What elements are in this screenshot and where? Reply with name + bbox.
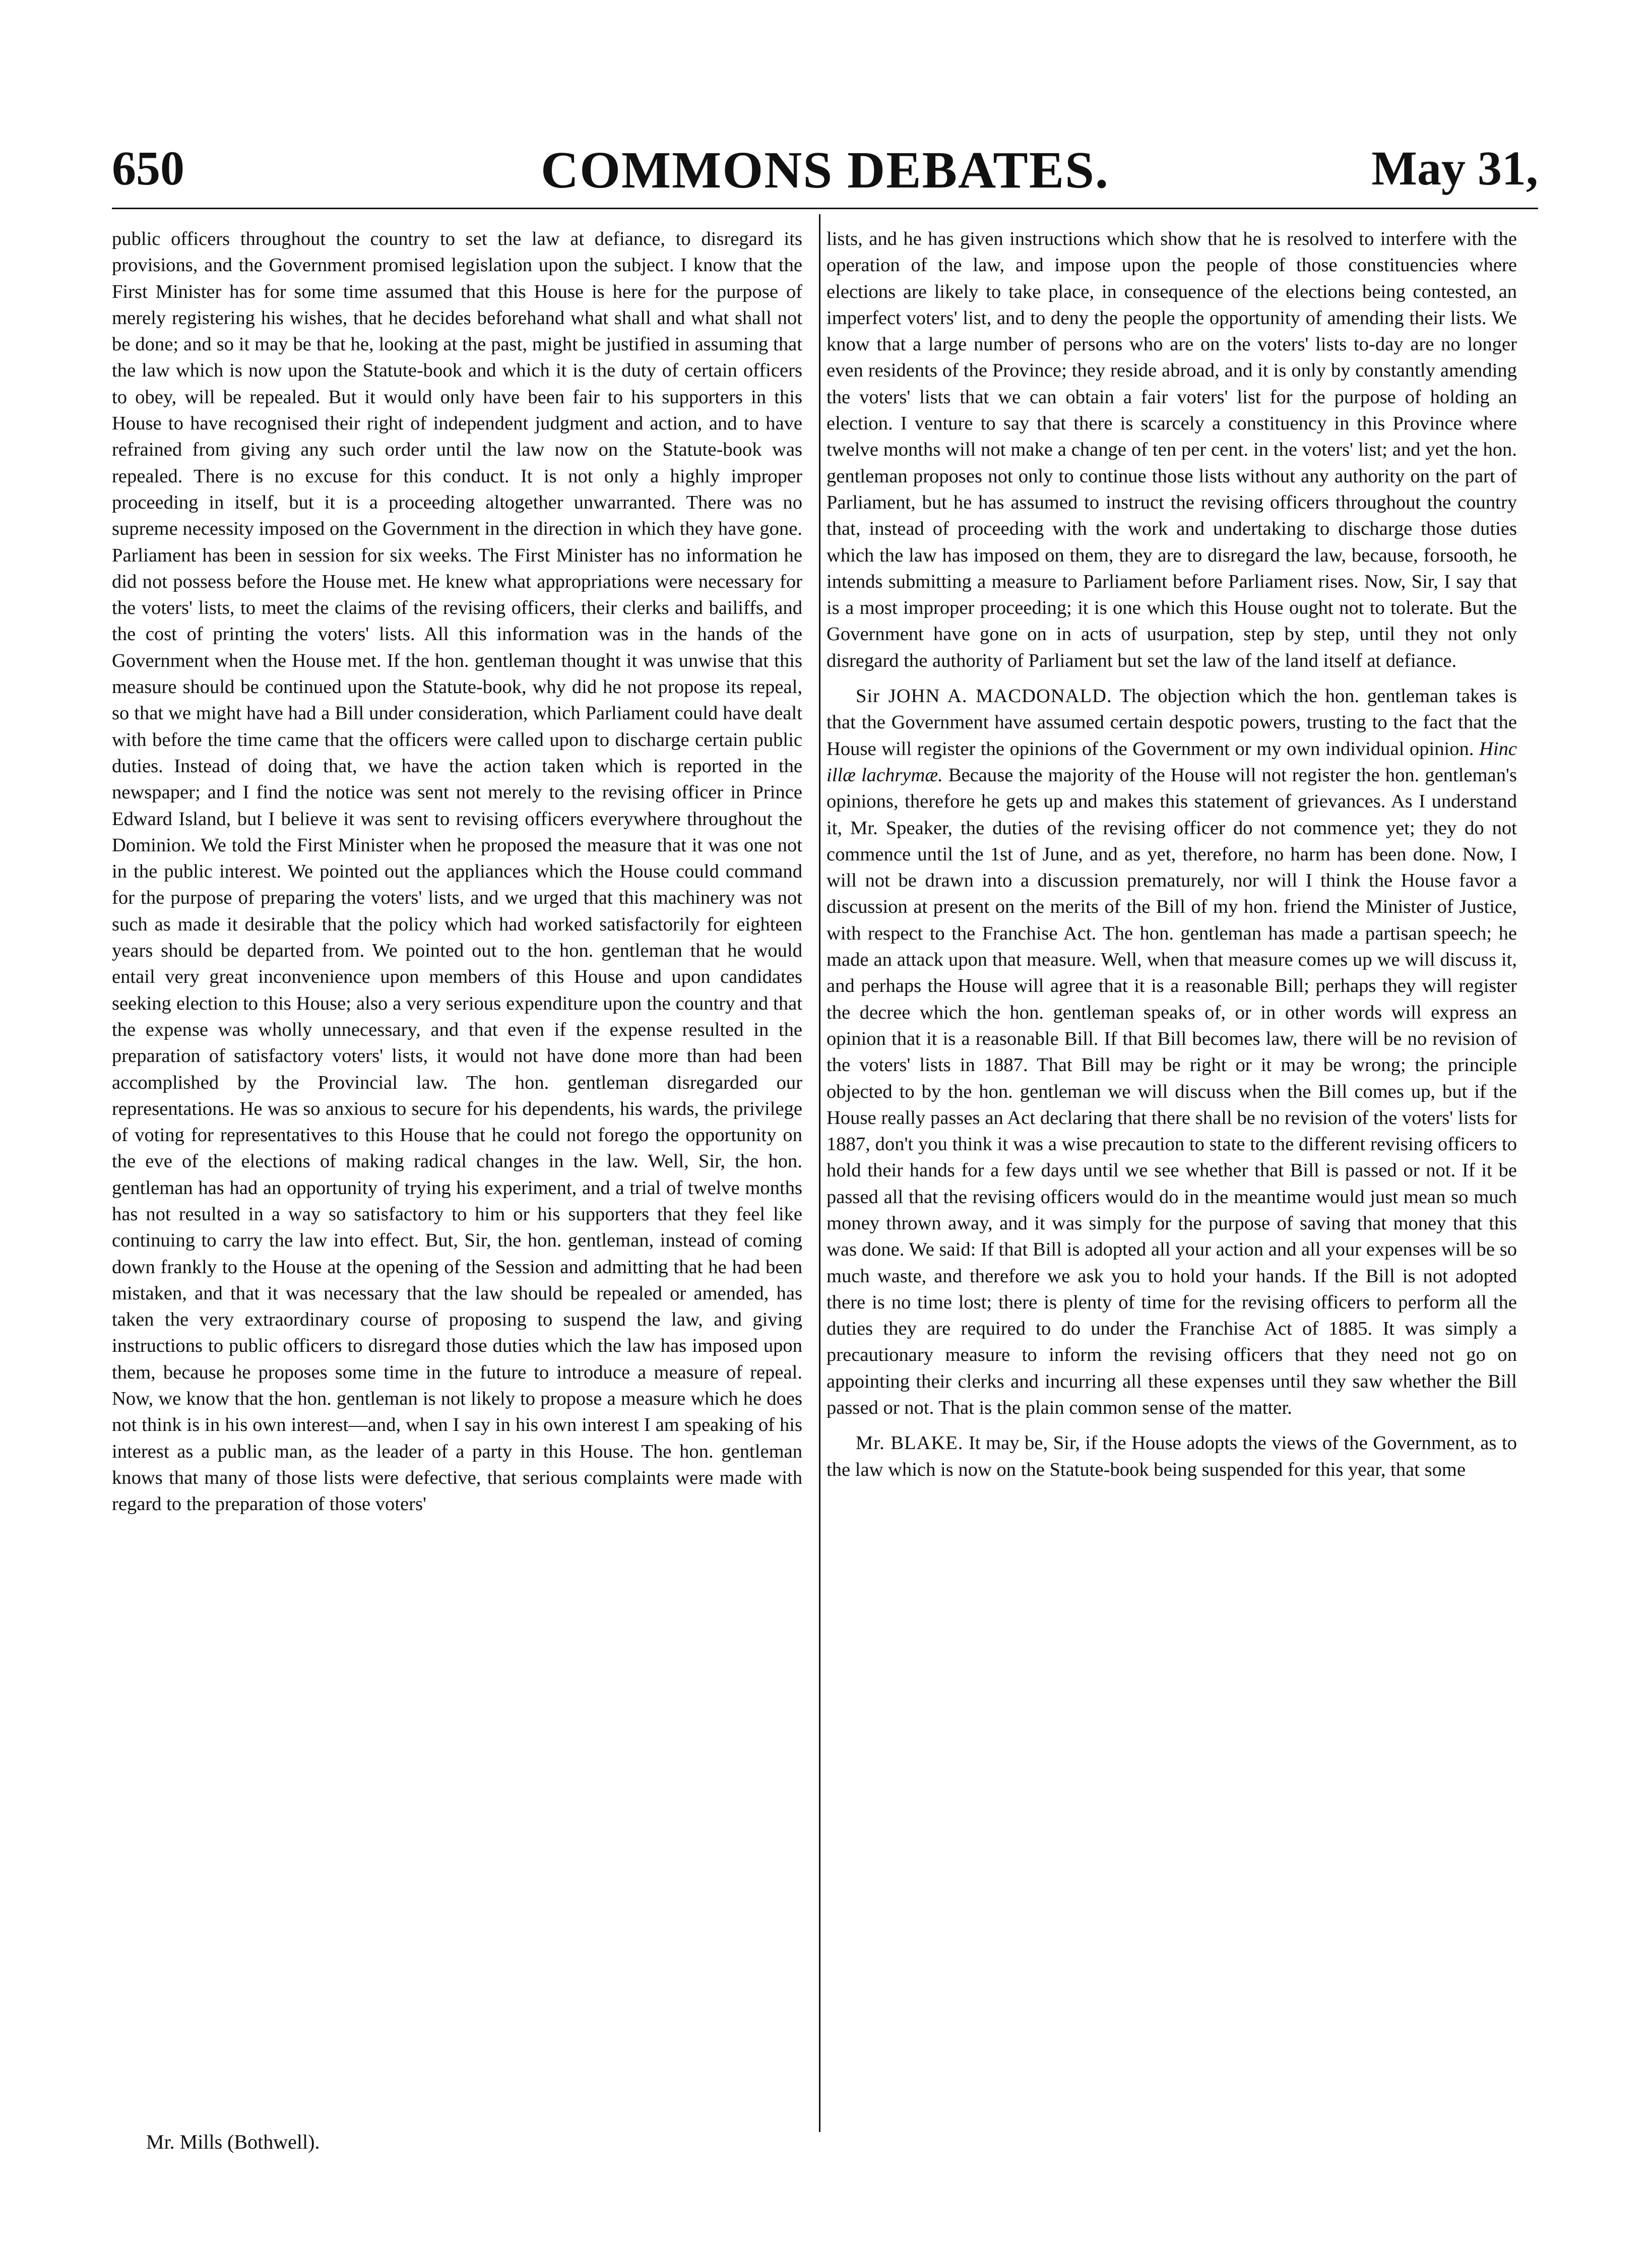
column-divider bbox=[819, 214, 820, 2132]
paragraph-continued-right: lists, and he has given instructions which show that he is resolved to interfere with the operation of the law, and impose upon the people of those constituencies where elections are likely to take place, in consequence of the elections being contested, an imperfect voters' list, and to deny the people the opportunity of amending their lists. We know that a large number of persons who are on the voters' lists to-day are no longer even residents of the Province; they reside abroad, and it is only by constantly amending the voters' lists that we can obtain a fair voters' list for the purpose of holding an election. I venture to say that there is scarcely a constituency in this Province where twelve months will not make a change of ten per cent. in the voters' list; and yet the hon. gentleman proposes not only to continue those lists without any authority on the part of Parliament, but he has assumed to instruct the revising officers throughout the country that, instead of proceeding with the work and undertaking to discharge those duties which the law has imposed on them, they are to disregard the law, because, forsooth, he intends submitting a measure to Parliament before Parliament rises. Now, Sir, I say that is a most improper proceeding; it is one which this House ought not to tolerate. But the Government have gone on in acts of usurpation, step by step, until they not only disregard the authority of Parliament but set the law of the land itself at defiance. bbox=[827, 228, 1517, 671]
page-header bbox=[112, 140, 1538, 201]
right-column bbox=[827, 226, 1517, 1483]
footer-speaker-riding: (Bothwell). bbox=[227, 2131, 320, 2153]
speech-text: The objection which the hon. gentleman takes is that the Government have assumed certain despotic powers, trusting to the fact that the House will register the opinions of the Government or my own individual opinion. bbox=[827, 685, 1517, 760]
speaker-name: Mr. BLAKE. bbox=[856, 1432, 964, 1454]
speech-text: Because the majority of the House will not register the hon. gentleman's opinions, therefore he gets up and makes this statement of grievances. As I understand it, Mr. Speaker, the duties of the revising officer do not commence yet; they do not commence until the 1st of June, and as yet, therefore, no harm has been done. Now, I will not be drawn into a discussion prematurely, nor will I think the House favor a discussion at present on the merits of the Bill of my hon. friend the Minister of Justice, with respect to the Franchise Act. The hon. gentleman has made a partisan speech; he made an attack upon that measure. Well, when that measure comes up we will discuss it, and perhaps the House will agree that it is a reasonable Bill; perhaps they will register the decree which the hon. gentleman speaks of, or in other words will express an opinion that it is a reasonable Bill. If that Bill becomes law, there will be no revision of the voters' lists in 1887. That Bill may be right or it may be wrong; the principle objected to by the hon. gentleman we will discuss when the Bill comes up, but if the House really passes an Act declaring that there shall be no revision of the voters' lists for 1887, don't you think it was a wise precaution to state to the different revising officers to hold their hands for a few days until we see whether that Bill is passed or not. If it be passed all that the revising officers would do in the meantime would just mean so much money thrown away, and it was simply for the purpose of saving that money that this was done. We said: If that Bill is adopted all your action and all your expenses will be so much waste, and therefore we ask you to hold your hands. If the Bill is not adopted there is no time lost; there is plenty of time for the revising officers to perform all the duties they are required to do under the Franchise Act of 1885. It was simply a precautionary measure to inform the revising officers that they need not go on appointing their clerks and incurring all these expenses until they saw whether the Bill passed or not. That is the plain common sense of the matter. bbox=[827, 764, 1517, 1419]
header-rule bbox=[112, 208, 1538, 209]
footer-speaker-name: Mr. Mills bbox=[146, 2131, 223, 2153]
speech-text: It may be, Sir, if the House adopts the views of the Government, as to the law which is now on the Statute-book being suspended for this year, that some bbox=[827, 1432, 1517, 1480]
page-date: May 31, bbox=[1371, 141, 1538, 195]
speech-blake bbox=[827, 1430, 1517, 1483]
footer-speaker-label bbox=[146, 2130, 320, 2154]
speaker-name: Sir JOHN A. MACDONALD. bbox=[856, 685, 1112, 707]
left-column bbox=[112, 226, 802, 1518]
page-number: 650 bbox=[112, 141, 184, 195]
publication-title: COMMONS DEBATES. bbox=[541, 141, 1109, 199]
speech-macdonald bbox=[827, 683, 1517, 1421]
latin-quote: Hinc illæ lachrymæ. bbox=[827, 738, 1517, 786]
paragraph-continued: public officers throughout the country to set the law at defiance, to disregard its provisions, and the Government promised legislation upon the subject. I know that the First Minister has for some time assumed that this House is here for the purpose of merely registering his wishes, that he decides beforehand what shall and what shall not be done; and so it may be that he, looking at the past, might be justified in assuming that the law which is now upon the Statute-book and which it is the duty of certain officers to obey, will be repealed. But it would only have been fair to his supporters in this House to have recognised their right of independent judgment and action, and to have refrained from giving any such order until the law now on the Statute-book was repealed. There is no excuse for this conduct. It is not only a highly improper proceeding in itself, but it is a proceeding altogether unwarranted. There was no supreme necessity imposed on the Government in the direction in which they have gone. Parliament has been in session for six weeks. The First Minister has no information he did not possess before the House met. He knew what appropriations were necessary for the voters' lists, to meet the claims of the revising officers, their clerks and bailiffs, and the cost of printing the voters' lists. All this information was in the hands of the Government when the House met. If the hon. gentleman thought it was unwise that this measure should be continued upon the Statute-book, why did he not propose its repeal, so that we might have had a Bill under consideration, which Parliament could have dealt with before the time came that the officers were called upon to discharge certain public duties. Instead of doing that, we have the action taken which is reported in the newspaper; and I find the notice was sent not merely to the revising officer in Prince Edward Island, but I believe it was sent to revising officers everywhere throughout the Dominion. We told the First Minister when he proposed the measure that it was one not in the public interest. We pointed out the appliances which the House could command for the purpose of preparing the voters' lists, and we urged that this machinery was not such as made it desirable that the policy which had worked satisfactorily for eighteen years should be departed from. We pointed out to the hon. gentleman that he would entail very great inconvenience upon members of this House and upon candidates seeking election to this House; also a very serious expenditure upon the country and that the expense was wholly unnecessary, and that even if the expense resulted in the preparation of satisfactory voters' lists, it would not have done more than had been accomplished by the Provincial law. The hon. gentleman disregarded our representations. He was so anxious to secure for his dependents, his wards, the privilege of voting for representatives to this House that he could not forego the opportunity on the eve of the elections of making radical changes in the law. Well, Sir, the hon. gentleman has had an opportunity of trying his experiment, and a trial of twelve months has not resulted in a way so satisfactory to him or his supporters that they feel like continuing to carry the law into effect. But, Sir, the hon. gentleman, instead of coming down frankly to the House at the opening of the Session and admitting that he had been mistaken, and that it was necessary that the law should be repealed or amended, has taken the very extraordinary course of proposing to suspend the law, and giving instructions to public officers to disregard those duties which the law has imposed upon them, because he proposes some time in the future to introduce a measure of repeal. Now, we know that the hon. gentleman is not likely to propose a measure which he does not think is in his own interest—and, when I say in his own interest I am speaking of his interest as a public man, as the leader of a party in this House. The hon. gentleman knows that many of those lists were defective, that serious complaints were made with regard to the preparation of those voters' bbox=[112, 228, 802, 1515]
